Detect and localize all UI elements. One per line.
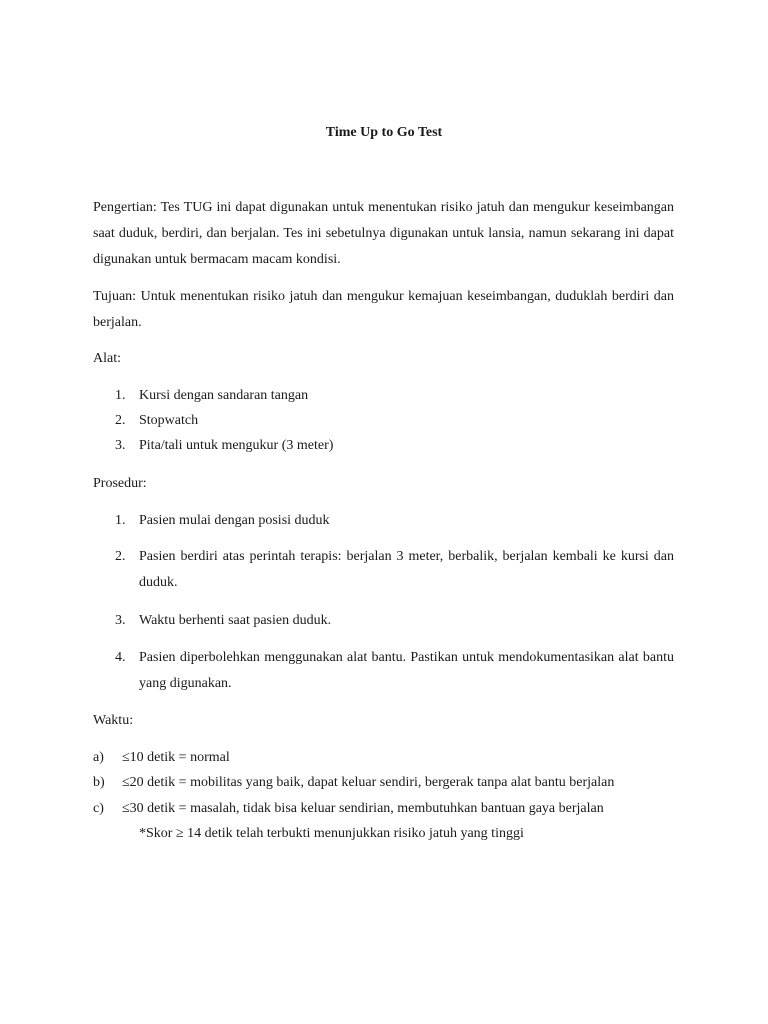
document-title: Time Up to Go Test xyxy=(325,125,443,140)
list-text: ≤20 detik = mobilitas yang baik, dapat keluar sendiri, bergerak tanpa alat bantu berjalan xyxy=(122,775,615,790)
prosedur-item xyxy=(115,612,674,630)
list-text: Kursi dengan sandaran tangan xyxy=(139,388,309,403)
alat-item xyxy=(115,412,674,430)
alat-item xyxy=(115,437,674,455)
list-marker: b) xyxy=(93,775,105,790)
list-number: 2. xyxy=(115,549,126,564)
list-number: 3. xyxy=(115,438,126,453)
alat-label: Alat: xyxy=(93,351,121,366)
list-text: Pasien diperbolehkan menggunakan alat bantu. Pastikan untuk mendokumentasikan alat bantu yang digunakan. xyxy=(139,650,674,691)
list-text: Pasien berdiri atas perintah terapis: berjalan 3 meter, berbalik, berjalan kembali ke kursi dan duduk. xyxy=(139,549,674,590)
list-marker: a) xyxy=(93,750,104,765)
alat-item xyxy=(115,387,674,405)
list-text: Stopwatch xyxy=(139,413,199,428)
list-number: 4. xyxy=(115,650,126,665)
list-marker: c) xyxy=(93,801,104,816)
list-text: ≤30 detik = masalah, tidak bisa keluar sendirian, membutuhkan bantuan gaya berjalan xyxy=(122,801,604,816)
pengertian-paragraph: Pengertian: Tes TUG ini dapat digunakan untuk menentukan risiko jatuh dan mengukur keseimbangan saat duduk, berdiri, dan berjalan. Tes ini sebetulnya digunakan untuk lansia, namun sekarang ini dapat digunakan untuk bermacam macam kondisi. xyxy=(93,200,674,267)
list-text: Waktu berhenti saat pasien duduk. xyxy=(139,613,332,628)
tujuan-paragraph: Tujuan: Untuk menentukan risiko jatuh dan mengukur kemajuan keseimbangan, duduklah berdiri dan berjalan. xyxy=(93,289,674,330)
prosedur-label: Prosedur: xyxy=(93,476,147,491)
prosedur-item xyxy=(115,645,674,697)
prosedur-item xyxy=(115,512,674,530)
list-text: Pasien mulai dengan posisi duduk xyxy=(139,513,330,528)
list-number: 1. xyxy=(115,513,126,528)
list-text: Pita/tali untuk mengukur (3 meter) xyxy=(139,438,334,453)
waktu-label: Waktu: xyxy=(93,713,134,728)
skor-note: *Skor ≥ 14 detik telah terbukti menunjukkan risiko jatuh yang tinggi xyxy=(139,826,524,841)
list-text: ≤10 detik = normal xyxy=(122,750,230,765)
list-number: 1. xyxy=(115,388,126,403)
list-number: 2. xyxy=(115,413,126,428)
prosedur-item xyxy=(115,544,674,596)
list-number: 3. xyxy=(115,613,126,628)
